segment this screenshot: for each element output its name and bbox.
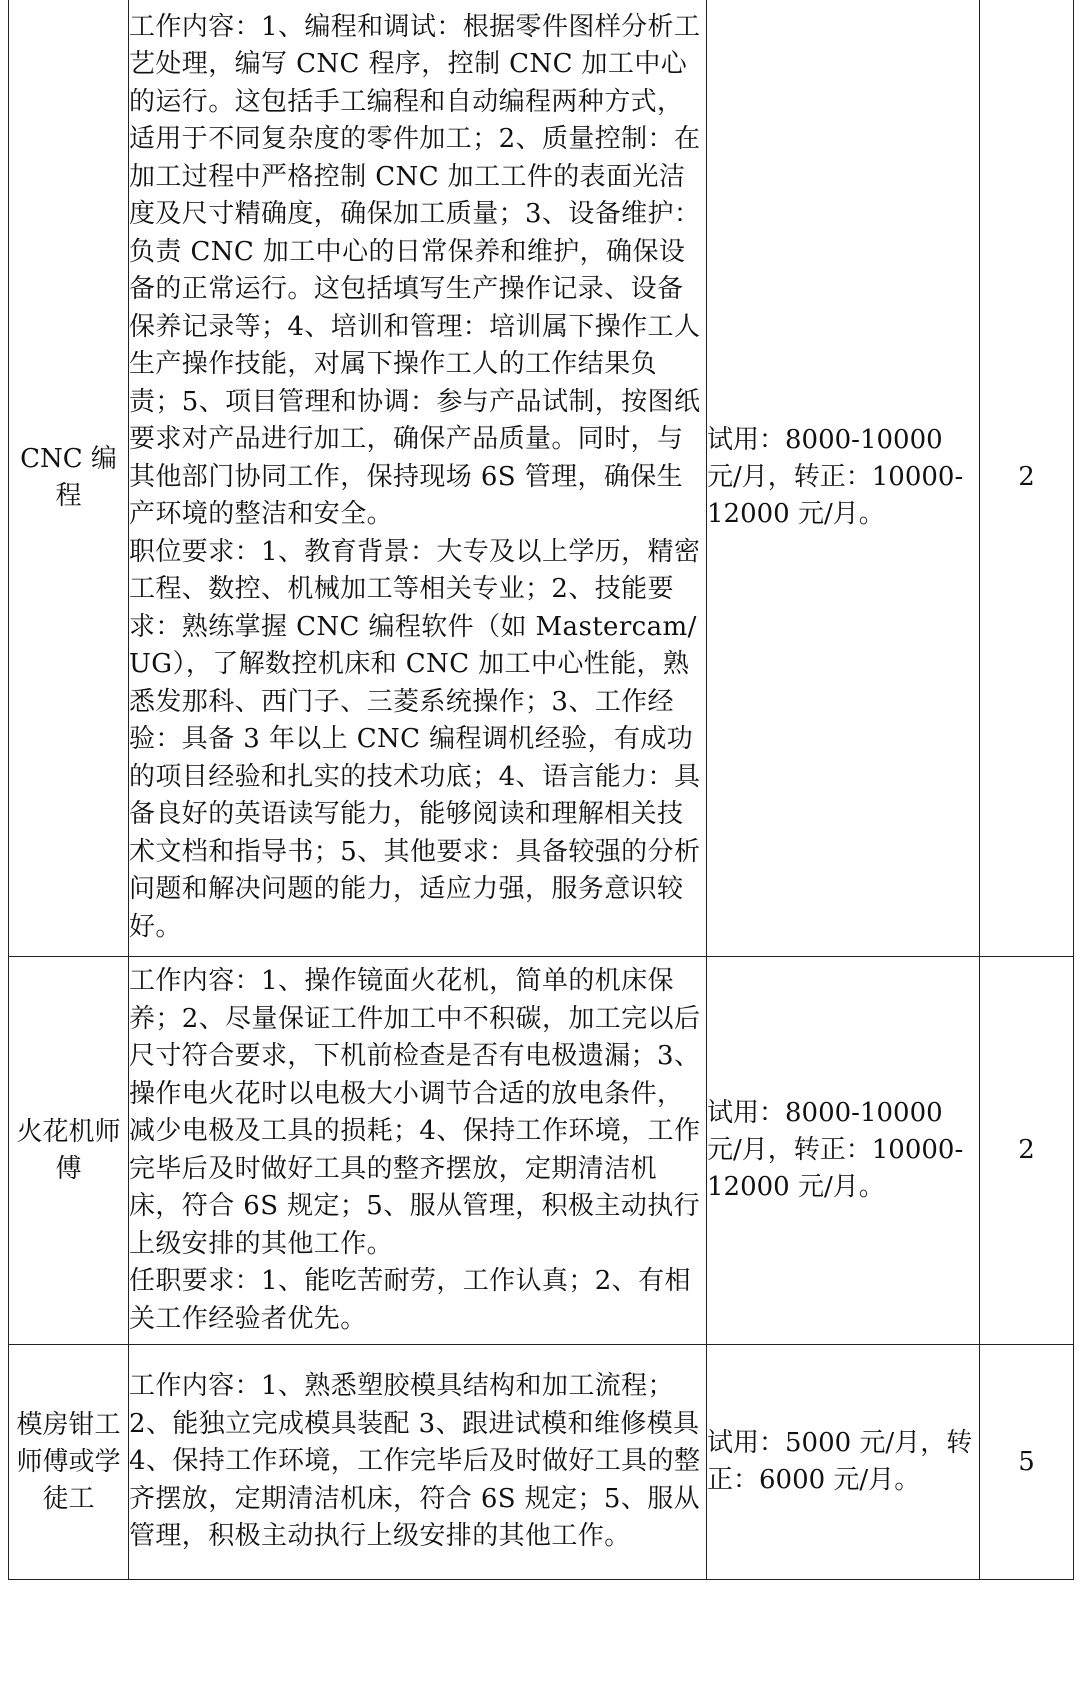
job-requirements-text: 任职要求：1、能吃苦耐劳，工作认真；2、有相关工作经验者优先。	[129, 1266, 691, 1334]
job-table	[8, 0, 1074, 1580]
job-requirements-text: 职位要求：1、教育背景：大专及以上学历，精密工程、数控、机械加工等相关专业；2、技能要求：熟练掌握 CNC 编程软件（如 Mastercam/UG），了解数控机床和 CNC 加工中心性能，熟悉发那科、西门子、三菱系统操作；3、工作经验：具备 3 年以上 CNC 编程调机经验，有成功的项目经验和扎实的技术功底；4、语言能力：具备良好的英语读写能力，能够阅读和理解相关技术文档和指导书；5、其他要求：具备较强的分析问题和解决问题的能力，适应力强，服务意识较好。	[129, 536, 701, 942]
job-title-cell	[9, 957, 129, 1345]
headcount-value: 2	[1018, 462, 1035, 492]
salary-text: 试用：8000-10000 元/月，转正：10000-12000 元/月。	[707, 425, 964, 529]
table-row	[9, 0, 1074, 957]
salary-text: 试用：5000 元/月，转正：6000 元/月。	[707, 1428, 973, 1495]
salary-cell	[707, 0, 980, 957]
job-title-cell	[9, 1345, 129, 1580]
salary-cell	[707, 1345, 980, 1580]
headcount-value: 2	[1018, 1135, 1035, 1165]
salary-cell	[707, 957, 980, 1345]
job-duties-text: 工作内容：1、编程和调试：根据零件图样分析工艺处理，编写 CNC 程序，控制 CNC 加工中心的运行。这包括手工编程和自动编程两种方式，适用于不同复杂度的零件加工；2、质量控制：在加工过程中严格控制 CNC 加工工件的表面光洁度及尺寸精确度，确保加工质量；3、设备维护：负责 CNC 加工中心的日常保养和维护，确保设备的正常运行。这包括填写生产操作记录、设备保养记录等；4、培训和管理：培训属下操作工人生产操作技能，对属下操作工人的工作结果负责；5、项目管理和协调：参与产品试制，按图纸要求对产品进行加工，确保产品质量。同时，与其他部门协同工作，保持现场 6S 管理，确保生产环境的整洁和安全。	[129, 11, 701, 530]
job-title-cell	[9, 0, 129, 957]
job-title: 模房钳工师傅或学徒工	[16, 1409, 121, 1514]
headcount-cell	[980, 957, 1074, 1345]
job-description-cell	[129, 1345, 707, 1580]
job-duties-text: 工作内容：1、操作镜面火花机，简单的机床保养；2、尽量保证工件加工中不积碳，加工完以后尺寸符合要求，下机前检查是否有电极遗漏；3、操作电火花时以电极大小调节合适的放电条件，减少电极及工具的损耗；4、保持工作环境，工作完毕后及时做好工具的整齐摆放，定期清洁机床，符合 6S 规定；5、服从管理，积极主动执行上级安排的其他工作。	[129, 966, 701, 1259]
job-description-cell	[129, 957, 707, 1345]
headcount-cell	[980, 1345, 1074, 1580]
job-description-cell	[129, 0, 707, 957]
job-title: CNC 编程	[20, 443, 117, 511]
job-title: 火花机师傅	[16, 1116, 121, 1184]
headcount-value: 5	[1018, 1446, 1035, 1477]
table-row	[9, 957, 1074, 1345]
headcount-cell	[980, 0, 1074, 957]
table-row	[9, 1345, 1074, 1580]
job-duties-text: 工作内容：1、熟悉塑胶模具结构和加工流程；2、能独立完成模具装配 3、跟进试模和维修模具 4、保持工作环境，工作完毕后及时做好工具的整齐摆放，定期清洁机床，符合 6S 规定；5、服从管理，积极主动执行上级安排的其他工作。	[129, 1371, 701, 1552]
salary-text: 试用：8000-10000 元/月，转正：10000-12000 元/月。	[707, 1098, 964, 1202]
